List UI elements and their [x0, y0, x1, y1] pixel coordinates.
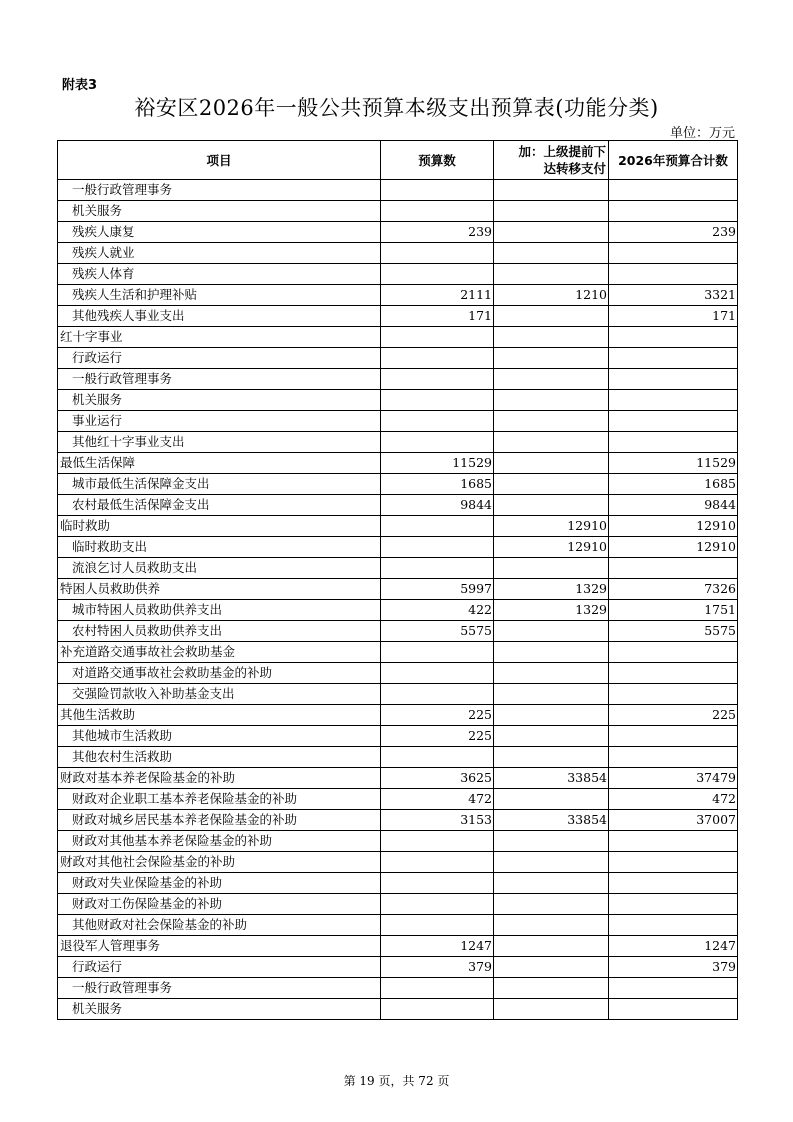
row-total-cell [609, 642, 738, 663]
row-budget-cell [381, 852, 494, 873]
table-row [58, 558, 738, 579]
table-row [58, 369, 738, 390]
row-transfer-cell [494, 348, 609, 369]
row-transfer-cell: 12910 [494, 537, 609, 558]
row-name-cell: 机关服务 [58, 999, 381, 1020]
table-row [58, 894, 738, 915]
row-budget-cell [381, 684, 494, 705]
row-total-cell [609, 432, 738, 453]
table-row [58, 432, 738, 453]
row-name-cell: 财政对其他社会保险基金的补助 [58, 852, 381, 873]
table-row [58, 201, 738, 222]
row-transfer-cell [494, 264, 609, 285]
appendix-label: 附表3 [62, 78, 98, 93]
row-name-cell: 最低生活保障 [58, 453, 381, 474]
page-footer: 第 19 页，共 72 页 [343, 1074, 450, 1088]
row-budget-cell: 3625 [381, 768, 494, 789]
row-budget-cell: 472 [381, 789, 494, 810]
table-row [58, 411, 738, 432]
row-total-cell [609, 558, 738, 579]
row-total-cell [609, 894, 738, 915]
table-row [58, 243, 738, 264]
row-total-cell [609, 684, 738, 705]
table-row [58, 789, 738, 810]
row-budget-cell [381, 201, 494, 222]
table-row [58, 684, 738, 705]
table-row [58, 495, 738, 516]
row-name-cell: 城市最低生活保障金支出 [58, 474, 381, 495]
row-name-cell: 其他红十字事业支出 [58, 432, 381, 453]
row-transfer-cell [494, 894, 609, 915]
row-name-cell: 一般行政管理事务 [58, 369, 381, 390]
row-transfer-cell [494, 369, 609, 390]
row-total-cell: 239 [609, 222, 738, 243]
row-budget-cell [381, 369, 494, 390]
row-name-cell: 临时救助支出 [58, 537, 381, 558]
row-total-cell [609, 726, 738, 747]
row-budget-cell [381, 411, 494, 432]
row-transfer-cell: 1329 [494, 600, 609, 621]
row-transfer-cell [494, 663, 609, 684]
table-row [58, 915, 738, 936]
row-name-cell: 临时救助 [58, 516, 381, 537]
row-name-cell: 财政对基本养老保险基金的补助 [58, 768, 381, 789]
table-row [58, 600, 738, 621]
table-row [58, 747, 738, 768]
row-budget-cell [381, 894, 494, 915]
row-name-cell: 机关服务 [58, 390, 381, 411]
row-name-cell: 财政对城乡居民基本养老保险基金的补助 [58, 810, 381, 831]
row-total-cell: 12910 [609, 516, 738, 537]
row-total-cell [609, 747, 738, 768]
row-transfer-cell [494, 915, 609, 936]
table-row [58, 726, 738, 747]
row-name-cell: 特困人员救助供养 [58, 579, 381, 600]
row-budget-cell: 239 [381, 222, 494, 243]
header-transfer-line2: 达转移支付 [543, 161, 606, 176]
row-total-cell [609, 915, 738, 936]
table-row [58, 348, 738, 369]
row-name-cell: 其他农村生活救助 [58, 747, 381, 768]
row-budget-cell [381, 432, 494, 453]
row-name-cell: 一般行政管理事务 [58, 978, 381, 999]
row-total-cell: 37007 [609, 810, 738, 831]
row-name-cell: 残疾人就业 [58, 243, 381, 264]
row-total-cell [609, 369, 738, 390]
row-budget-cell: 422 [381, 600, 494, 621]
table-row [58, 810, 738, 831]
row-budget-cell [381, 390, 494, 411]
row-total-cell [609, 663, 738, 684]
row-budget-cell [381, 264, 494, 285]
row-name-cell: 城市特困人员救助供养支出 [58, 600, 381, 621]
row-transfer-cell: 33854 [494, 810, 609, 831]
row-budget-cell [381, 516, 494, 537]
row-total-cell: 225 [609, 705, 738, 726]
row-budget-cell [381, 243, 494, 264]
row-total-cell [609, 852, 738, 873]
row-transfer-cell [494, 873, 609, 894]
row-budget-cell [381, 327, 494, 348]
row-total-cell [609, 390, 738, 411]
table-row [58, 537, 738, 558]
row-budget-cell: 3153 [381, 810, 494, 831]
unit-label: 单位：万元 [669, 126, 735, 141]
row-transfer-cell [494, 642, 609, 663]
row-budget-cell: 2111 [381, 285, 494, 306]
table-row [58, 516, 738, 537]
row-transfer-cell [494, 474, 609, 495]
row-name-cell: 财政对失业保险基金的补助 [58, 873, 381, 894]
table-row [58, 264, 738, 285]
table-row [58, 978, 738, 999]
row-budget-cell [381, 915, 494, 936]
row-budget-cell [381, 747, 494, 768]
row-name-cell: 退役军人管理事务 [58, 936, 381, 957]
table-row [58, 768, 738, 789]
row-name-cell: 财政对工伤保险基金的补助 [58, 894, 381, 915]
row-budget-cell: 5575 [381, 621, 494, 642]
table-row [58, 285, 738, 306]
row-transfer-cell: 33854 [494, 768, 609, 789]
table-row [58, 453, 738, 474]
row-total-cell: 379 [609, 957, 738, 978]
row-total-cell [609, 264, 738, 285]
row-transfer-cell [494, 558, 609, 579]
row-total-cell: 1751 [609, 600, 738, 621]
row-transfer-cell [494, 936, 609, 957]
table-row [58, 831, 738, 852]
row-total-cell [609, 327, 738, 348]
row-budget-cell [381, 978, 494, 999]
table-row [58, 957, 738, 978]
row-transfer-cell [494, 432, 609, 453]
row-total-cell [609, 411, 738, 432]
row-budget-cell: 379 [381, 957, 494, 978]
row-name-cell: 事业运行 [58, 411, 381, 432]
row-total-cell: 1247 [609, 936, 738, 957]
row-transfer-cell [494, 705, 609, 726]
row-budget-cell: 9844 [381, 495, 494, 516]
table-row [58, 642, 738, 663]
row-transfer-cell [494, 201, 609, 222]
row-transfer-cell [494, 852, 609, 873]
row-transfer-cell [494, 978, 609, 999]
table-row [58, 852, 738, 873]
row-transfer-cell: 12910 [494, 516, 609, 537]
row-budget-cell: 1247 [381, 936, 494, 957]
header-transfer-line1: 加：上级提前下 [518, 144, 606, 159]
row-name-cell: 其他财政对社会保险基金的补助 [58, 915, 381, 936]
table-row [58, 705, 738, 726]
row-name-cell: 财政对其他基本养老保险基金的补助 [58, 831, 381, 852]
table-row [58, 873, 738, 894]
row-name-cell: 其他生活救助 [58, 705, 381, 726]
row-budget-cell: 11529 [381, 453, 494, 474]
row-name-cell: 财政对企业职工基本养老保险基金的补助 [58, 789, 381, 810]
row-name-cell: 补充道路交通事故社会救助基金 [58, 642, 381, 663]
row-transfer-cell [494, 621, 609, 642]
row-transfer-cell [494, 957, 609, 978]
row-transfer-cell [494, 390, 609, 411]
row-total-cell [609, 873, 738, 894]
row-transfer-cell [494, 831, 609, 852]
row-name-cell: 一般行政管理事务 [58, 180, 381, 201]
table-row [58, 222, 738, 243]
header-budget: 预算数 [381, 141, 494, 180]
row-budget-cell [381, 999, 494, 1020]
table-row [58, 579, 738, 600]
row-transfer-cell [494, 411, 609, 432]
row-name-cell: 其他城市生活救助 [58, 726, 381, 747]
row-total-cell: 171 [609, 306, 738, 327]
row-total-cell: 9844 [609, 495, 738, 516]
row-budget-cell: 225 [381, 726, 494, 747]
header-transfer [494, 141, 609, 180]
row-total-cell: 11529 [609, 453, 738, 474]
table-row [58, 663, 738, 684]
row-total-cell [609, 348, 738, 369]
row-transfer-cell [494, 222, 609, 243]
table-row [58, 936, 738, 957]
row-total-cell: 3321 [609, 285, 738, 306]
table-row [58, 180, 738, 201]
row-budget-cell: 171 [381, 306, 494, 327]
row-transfer-cell: 1210 [494, 285, 609, 306]
row-transfer-cell [494, 306, 609, 327]
row-name-cell: 残疾人生活和护理补贴 [58, 285, 381, 306]
row-total-cell [609, 243, 738, 264]
row-name-cell: 农村最低生活保障金支出 [58, 495, 381, 516]
row-budget-cell: 225 [381, 705, 494, 726]
row-transfer-cell [494, 327, 609, 348]
row-total-cell: 7326 [609, 579, 738, 600]
row-total-cell: 1685 [609, 474, 738, 495]
row-name-cell: 行政运行 [58, 957, 381, 978]
row-budget-cell [381, 873, 494, 894]
row-total-cell [609, 180, 738, 201]
row-transfer-cell [494, 726, 609, 747]
table-row [58, 474, 738, 495]
row-name-cell: 流浪乞讨人员救助支出 [58, 558, 381, 579]
row-transfer-cell [494, 453, 609, 474]
row-transfer-cell [494, 684, 609, 705]
table-row [58, 999, 738, 1020]
table-header-row [58, 141, 738, 180]
row-transfer-cell: 1329 [494, 579, 609, 600]
row-name-cell: 农村特困人员救助供养支出 [58, 621, 381, 642]
row-budget-cell: 5997 [381, 579, 494, 600]
header-item: 项目 [58, 141, 381, 180]
row-transfer-cell [494, 747, 609, 768]
row-name-cell: 交强险罚款收入补助基金支出 [58, 684, 381, 705]
row-total-cell [609, 831, 738, 852]
budget-table [57, 140, 738, 1020]
row-budget-cell [381, 831, 494, 852]
row-name-cell: 对道路交通事故社会救助基金的补助 [58, 663, 381, 684]
row-transfer-cell [494, 243, 609, 264]
row-transfer-cell [494, 999, 609, 1020]
table-row [58, 621, 738, 642]
row-name-cell: 残疾人康复 [58, 222, 381, 243]
row-budget-cell [381, 180, 494, 201]
row-name-cell: 残疾人体育 [58, 264, 381, 285]
row-budget-cell [381, 642, 494, 663]
row-name-cell: 其他残疾人事业支出 [58, 306, 381, 327]
row-total-cell [609, 978, 738, 999]
row-budget-cell [381, 663, 494, 684]
row-budget-cell: 1685 [381, 474, 494, 495]
row-name-cell: 机关服务 [58, 201, 381, 222]
row-total-cell: 37479 [609, 768, 738, 789]
row-total-cell: 12910 [609, 537, 738, 558]
row-budget-cell [381, 537, 494, 558]
table-row [58, 390, 738, 411]
row-total-cell [609, 999, 738, 1020]
header-total: 2026年预算合计数 [609, 141, 738, 180]
row-total-cell [609, 201, 738, 222]
row-transfer-cell [494, 495, 609, 516]
row-total-cell: 472 [609, 789, 738, 810]
row-name-cell: 行政运行 [58, 348, 381, 369]
table-row [58, 327, 738, 348]
row-name-cell: 红十字事业 [58, 327, 381, 348]
row-budget-cell [381, 558, 494, 579]
row-budget-cell [381, 348, 494, 369]
row-total-cell: 5575 [609, 621, 738, 642]
table-row [58, 306, 738, 327]
page-title: 裕安区2026年一般公共预算本级支出预算表(功能分类) [134, 96, 659, 120]
row-transfer-cell [494, 180, 609, 201]
row-transfer-cell [494, 789, 609, 810]
